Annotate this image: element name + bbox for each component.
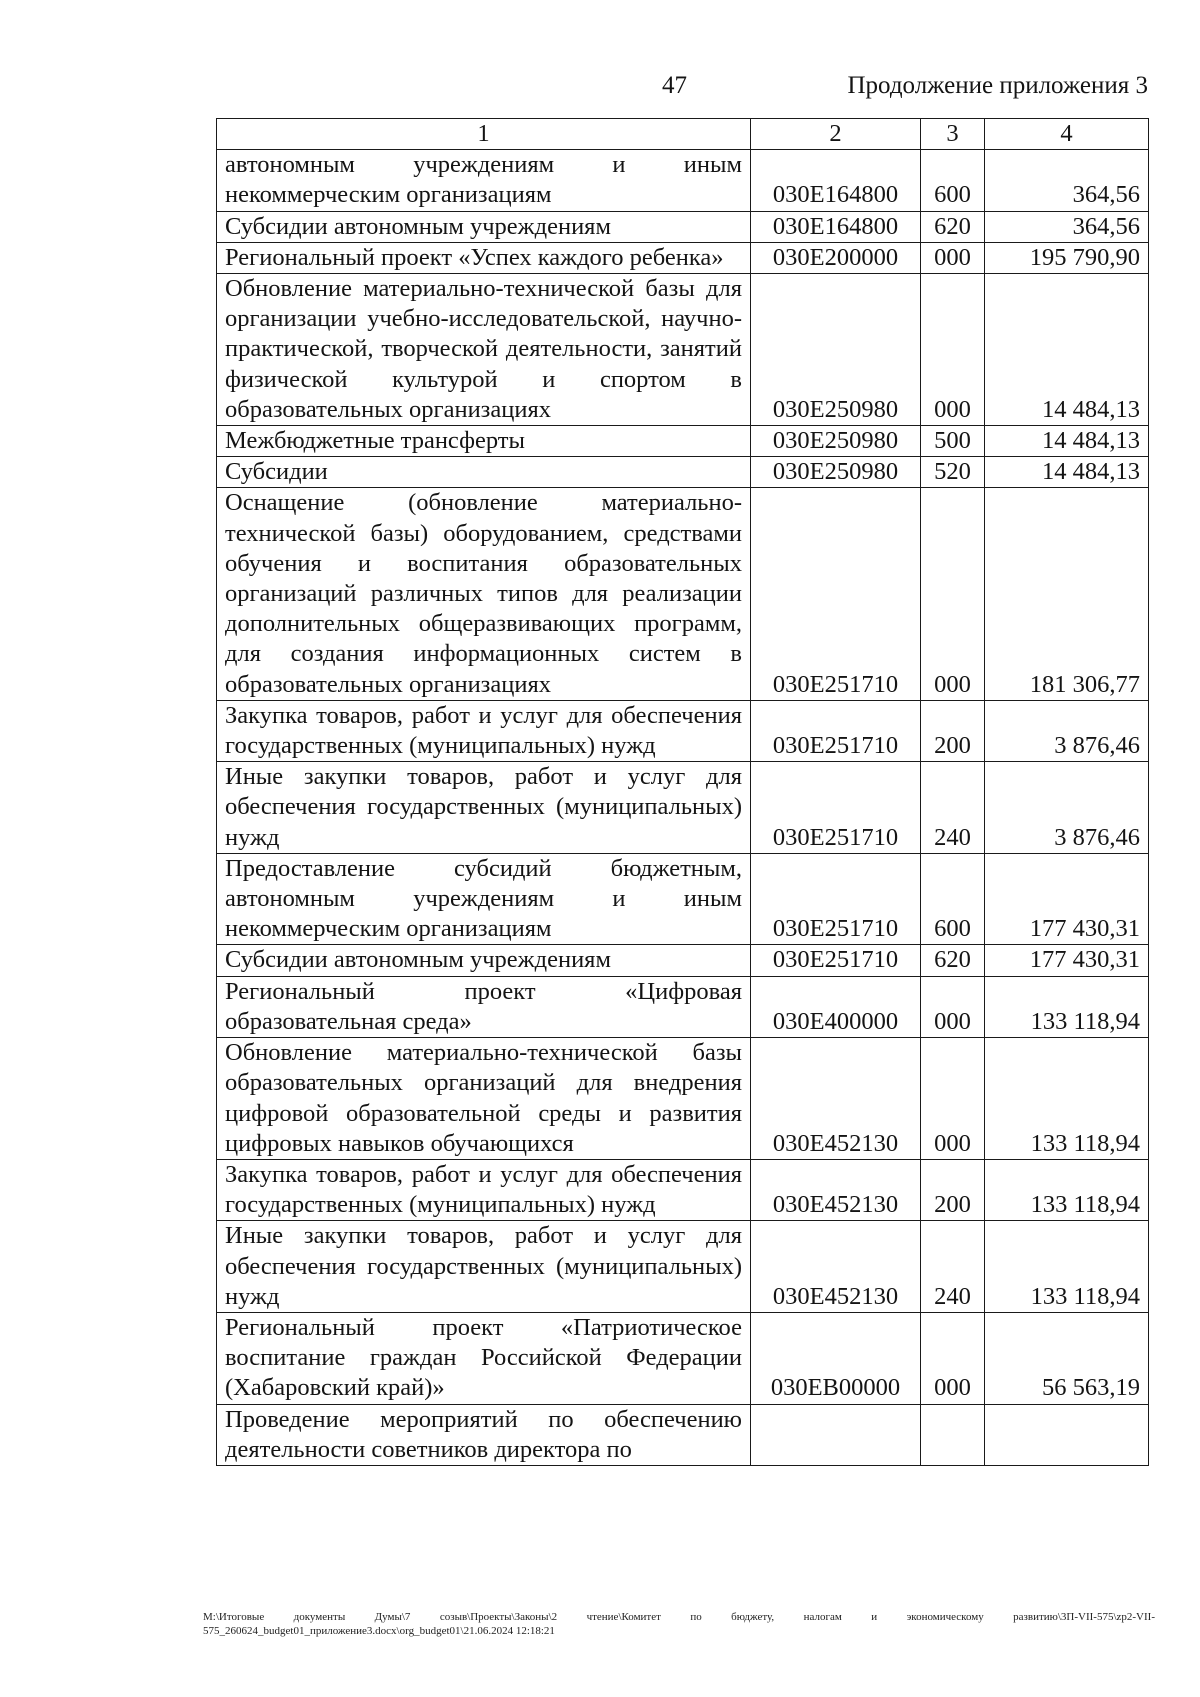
table-body bbox=[217, 150, 1149, 1466]
row-code: 030E452130 bbox=[751, 1159, 921, 1220]
row-expense-type: 000 bbox=[921, 976, 985, 1037]
table-row bbox=[217, 700, 1149, 761]
row-name: автономным учреждениям и иным некоммерческим организациям bbox=[217, 150, 751, 211]
row-expense-type: 600 bbox=[921, 853, 985, 945]
row-expense-type: 000 bbox=[921, 1312, 985, 1404]
table-row bbox=[217, 976, 1149, 1037]
row-code: 030E200000 bbox=[751, 242, 921, 273]
table-row bbox=[217, 426, 1149, 457]
row-code: 030E251710 bbox=[751, 488, 921, 700]
row-amount: 14 484,13 bbox=[985, 274, 1149, 426]
row-code: 030E251710 bbox=[751, 853, 921, 945]
row-expense-type: 240 bbox=[921, 1221, 985, 1313]
row-code: 030E250980 bbox=[751, 426, 921, 457]
row-amount: 3 876,46 bbox=[985, 700, 1149, 761]
row-name: Иные закупки товаров, работ и услуг для обеспечения государственных (муниципальных) нужд bbox=[217, 1221, 751, 1313]
row-amount: 177 430,31 bbox=[985, 945, 1149, 976]
table-row bbox=[217, 274, 1149, 426]
row-expense-type: 600 bbox=[921, 150, 985, 211]
row-name: Проведение мероприятий по обеспечению деятельности советников директора по bbox=[217, 1404, 751, 1465]
column-header: 3 bbox=[921, 119, 985, 150]
column-header: 2 bbox=[751, 119, 921, 150]
row-name: Обновление материально-технической базы для организации учебно-исследовательской, научно-практической, творческой деятельности, занятий физической культурой и спортом в образовательных организациях bbox=[217, 274, 751, 426]
table-row bbox=[217, 457, 1149, 488]
row-amount: 364,56 bbox=[985, 150, 1149, 211]
row-name: Обновление материально-технической базы образовательных организаций для внедрения цифровой образовательной среды и развития цифровых навыков обучающихся bbox=[217, 1038, 751, 1160]
row-amount: 364,56 bbox=[985, 211, 1149, 242]
row-name: Закупка товаров, работ и услуг для обеспечения государственных (муниципальных) нужд bbox=[217, 700, 751, 761]
table-row bbox=[217, 1221, 1149, 1313]
column-header: 1 bbox=[217, 119, 751, 150]
row-amount: 181 306,77 bbox=[985, 488, 1149, 700]
row-amount: 14 484,13 bbox=[985, 426, 1149, 457]
table-header-row bbox=[217, 119, 1149, 150]
row-amount bbox=[985, 1404, 1149, 1465]
column-header: 4 bbox=[985, 119, 1149, 150]
row-name: Региональный проект «Успех каждого ребенка» bbox=[217, 242, 751, 273]
row-code: 030E400000 bbox=[751, 976, 921, 1037]
row-code: 030E251710 bbox=[751, 762, 921, 854]
row-expense-type: 520 bbox=[921, 457, 985, 488]
table-row bbox=[217, 1404, 1149, 1465]
row-amount: 133 118,94 bbox=[985, 976, 1149, 1037]
table-row bbox=[217, 1312, 1149, 1404]
row-name: Субсидии bbox=[217, 457, 751, 488]
row-expense-type: 000 bbox=[921, 274, 985, 426]
row-code: 030E452130 bbox=[751, 1221, 921, 1313]
row-code: 030E250980 bbox=[751, 457, 921, 488]
row-amount: 133 118,94 bbox=[985, 1038, 1149, 1160]
table-row bbox=[217, 853, 1149, 945]
row-amount: 56 563,19 bbox=[985, 1312, 1149, 1404]
row-name: Межбюджетные трансферты bbox=[217, 426, 751, 457]
page-number: 47 bbox=[662, 72, 687, 99]
row-expense-type: 000 bbox=[921, 242, 985, 273]
row-expense-type bbox=[921, 1404, 985, 1465]
table-row bbox=[217, 211, 1149, 242]
table-row bbox=[217, 242, 1149, 273]
row-name: Оснащение (обновление материально-технической базы) оборудованием, средствами обучения и воспитания образовательных организаций различных типов для реализации дополнительных общеразвивающих программ, для создания информационных систем в образовательных организациях bbox=[217, 488, 751, 700]
table-row bbox=[217, 945, 1149, 976]
row-amount: 177 430,31 bbox=[985, 853, 1149, 945]
file-path-footer: М:\Итоговые документы Думы\7 созыв\Проекты\Законы\2 чтение\Комитет по бюджету, налогам и экономическому развитию\3П-VII-575\zp2-VII-575_260624_budget01_приложение3.docx\org_budget01\21.06.2024 12:18:21 bbox=[203, 1611, 1155, 1637]
table-row bbox=[217, 1038, 1149, 1160]
row-amount: 195 790,90 bbox=[985, 242, 1149, 273]
row-code: 030E251710 bbox=[751, 945, 921, 976]
row-code: 030E251710 bbox=[751, 700, 921, 761]
row-expense-type: 620 bbox=[921, 211, 985, 242]
row-code: 030E250980 bbox=[751, 274, 921, 426]
row-amount: 133 118,94 bbox=[985, 1159, 1149, 1220]
row-name: Закупка товаров, работ и услуг для обеспечения государственных (муниципальных) нужд bbox=[217, 1159, 751, 1220]
continuation-label: Продолжение приложения 3 bbox=[847, 72, 1148, 99]
budget-table bbox=[216, 118, 1149, 1466]
row-code: 030E164800 bbox=[751, 150, 921, 211]
row-code bbox=[751, 1404, 921, 1465]
row-code: 030EB00000 bbox=[751, 1312, 921, 1404]
row-expense-type: 500 bbox=[921, 426, 985, 457]
row-expense-type: 620 bbox=[921, 945, 985, 976]
row-name: Региональный проект «Патриотическое воспитание граждан Российской Федерации (Хабаровский край)» bbox=[217, 1312, 751, 1404]
row-name: Предоставление субсидий бюджетным, автономным учреждениям и иным некоммерческим организациям bbox=[217, 853, 751, 945]
table-row bbox=[217, 1159, 1149, 1220]
row-expense-type: 000 bbox=[921, 488, 985, 700]
row-expense-type: 240 bbox=[921, 762, 985, 854]
row-amount: 3 876,46 bbox=[985, 762, 1149, 854]
row-expense-type: 200 bbox=[921, 1159, 985, 1220]
table-row bbox=[217, 150, 1149, 211]
table-row bbox=[217, 488, 1149, 700]
row-amount: 133 118,94 bbox=[985, 1221, 1149, 1313]
row-code: 030E452130 bbox=[751, 1038, 921, 1160]
row-name: Субсидии автономным учреждениям bbox=[217, 211, 751, 242]
row-expense-type: 000 bbox=[921, 1038, 985, 1160]
row-name: Субсидии автономным учреждениям bbox=[217, 945, 751, 976]
row-expense-type: 200 bbox=[921, 700, 985, 761]
table-row bbox=[217, 762, 1149, 854]
row-name: Региональный проект «Цифровая образовательная среда» bbox=[217, 976, 751, 1037]
row-code: 030E164800 bbox=[751, 211, 921, 242]
row-amount: 14 484,13 bbox=[985, 457, 1149, 488]
row-name: Иные закупки товаров, работ и услуг для обеспечения государственных (муниципальных) нужд bbox=[217, 762, 751, 854]
